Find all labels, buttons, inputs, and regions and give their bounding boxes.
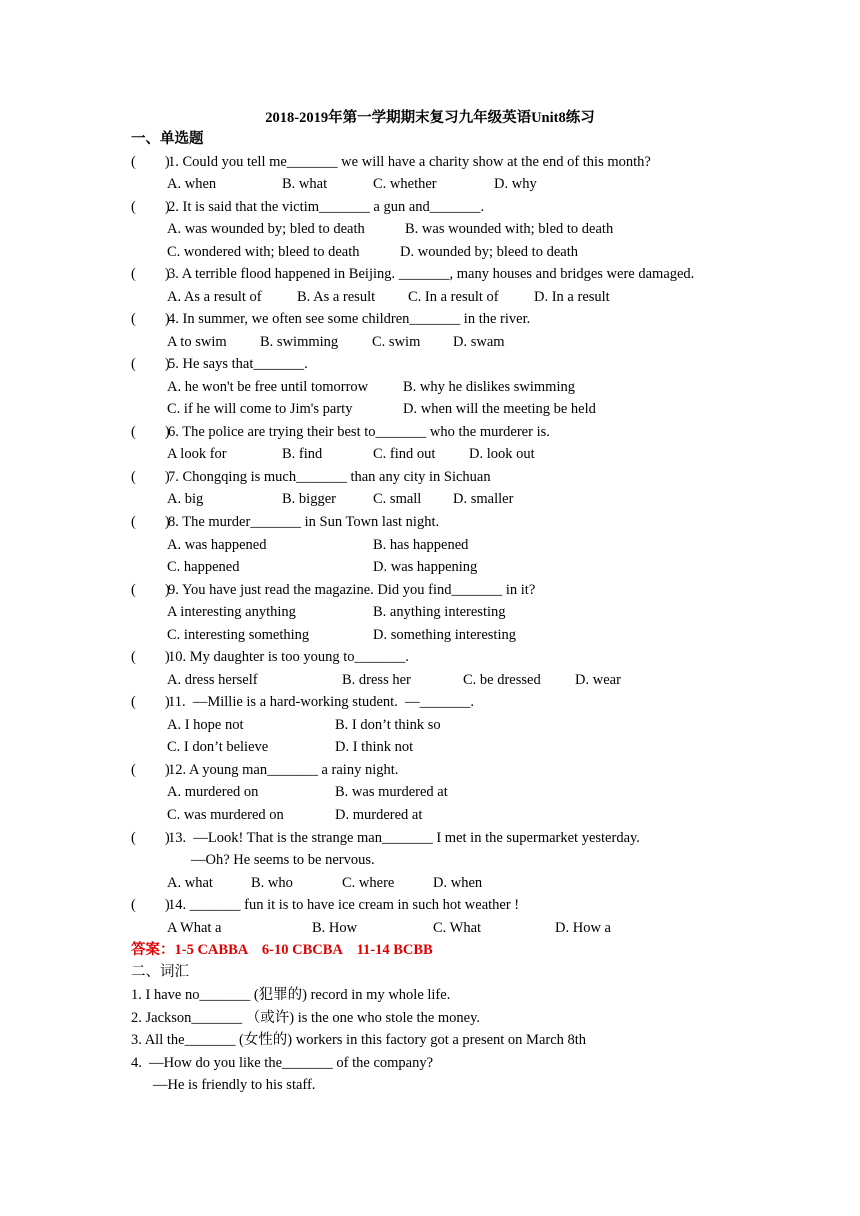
question-stem: 9. You have just read the magazine. Did you find_______ in it? bbox=[168, 582, 536, 598]
answer-blank: ( ) bbox=[131, 830, 170, 846]
option: C. if he will come to Jim's party bbox=[167, 401, 353, 417]
option: D. look out bbox=[469, 446, 535, 462]
option: C. whether bbox=[373, 176, 437, 192]
vocab-item-4-reply: —He is friendly to his staff. bbox=[153, 1077, 316, 1093]
question-stem: 6. The police are trying their best to_______ who the murderer is. bbox=[168, 424, 550, 440]
option: D. when will the meeting be held bbox=[403, 401, 596, 417]
option: B. swimming bbox=[260, 334, 339, 350]
option: C. interesting something bbox=[167, 627, 310, 643]
answer-blank: ( ) bbox=[131, 356, 170, 372]
section-heading-vocabulary: 二、词汇 bbox=[131, 964, 189, 980]
option: A look for bbox=[167, 446, 227, 462]
option: C. swim bbox=[372, 334, 421, 350]
vocab-item-3: 3. All the_______ (女性的) workers in this factory got a present on March 8th bbox=[131, 1032, 587, 1048]
question-8 bbox=[131, 513, 439, 531]
option: C. In a result of bbox=[408, 289, 499, 305]
question-9 bbox=[131, 581, 535, 599]
question-stem: 1. Could you tell me_______ we will have a charity show at the end of this month? bbox=[168, 154, 651, 170]
option: C. was murdered on bbox=[167, 807, 284, 823]
option: A. what bbox=[167, 875, 213, 891]
option: A interesting anything bbox=[167, 604, 296, 620]
question-stem: 14. _______ fun it is to have ice cream in such hot weather ! bbox=[168, 897, 520, 913]
option: C. where bbox=[342, 875, 395, 891]
question-13-reply: —Oh? He seems to be nervous. bbox=[191, 852, 375, 868]
option: D. smaller bbox=[453, 491, 514, 507]
question-1 bbox=[131, 153, 651, 171]
option: D. something interesting bbox=[373, 627, 516, 643]
question-stem: 13. —Look! That is the strange man_______ I met in the supermarket yesterday. bbox=[168, 830, 640, 846]
question-13 bbox=[131, 829, 640, 847]
option: C. be dressed bbox=[463, 672, 541, 688]
option: A to swim bbox=[167, 334, 227, 350]
option: A. was happened bbox=[167, 537, 267, 553]
question-11 bbox=[131, 693, 474, 711]
question-stem: 10. My daughter is too young to_______. bbox=[168, 649, 409, 665]
option: A. I hope not bbox=[167, 717, 244, 733]
option: D. I think not bbox=[335, 739, 414, 755]
question-6 bbox=[131, 423, 550, 441]
question-10 bbox=[131, 648, 409, 666]
option: B. How bbox=[312, 920, 358, 936]
option: A What a bbox=[167, 920, 222, 936]
option: B. As a result bbox=[297, 289, 376, 305]
option: D. was happening bbox=[373, 559, 478, 575]
question-12 bbox=[131, 761, 398, 779]
answer-key: 答案：1-5 CABBA 6-10 CBCBA 11-14 BCBB bbox=[131, 942, 433, 958]
answer-blank: ( ) bbox=[131, 582, 170, 598]
option: B. bigger bbox=[282, 491, 336, 507]
option: D. In a result bbox=[534, 289, 610, 305]
option: D. wear bbox=[575, 672, 621, 688]
option: D. murdered at bbox=[335, 807, 423, 823]
question-stem: 8. The murder_______ in Sun Town last night. bbox=[168, 514, 440, 530]
answer-blank: ( ) bbox=[131, 154, 170, 170]
option: A. when bbox=[167, 176, 217, 192]
question-stem: 4. In summer, we often see some children_______ in the river. bbox=[168, 311, 531, 327]
option: C. What bbox=[433, 920, 482, 936]
option: D. How a bbox=[555, 920, 611, 936]
vocab-item-2: 2. Jackson_______ （或许) is the one who stole the money. bbox=[131, 1010, 481, 1026]
option: D. when bbox=[433, 875, 483, 891]
question-stem: 3. A terrible flood happened in Beijing. _______, many houses and bridges were damaged. bbox=[168, 266, 695, 282]
answer-blank: ( ) bbox=[131, 311, 170, 327]
question-stem: 11. —Millie is a hard-working student. —_______. bbox=[168, 694, 474, 710]
option: B. what bbox=[282, 176, 328, 192]
question-stem: 12. A young man_______ a rainy night. bbox=[168, 762, 399, 778]
question-stem: 7. Chongqing is much_______ than any city in Sichuan bbox=[168, 469, 491, 485]
option: A. As a result of bbox=[167, 289, 262, 305]
option: C. I don’t believe bbox=[167, 739, 269, 755]
option: C. find out bbox=[373, 446, 436, 462]
question-2 bbox=[131, 198, 484, 216]
question-stem: 2. It is said that the victim_______ a gun and_______. bbox=[168, 199, 485, 215]
answer-blank: ( ) bbox=[131, 897, 170, 913]
option: B. was wounded with; bled to death bbox=[405, 221, 614, 237]
answer-blank: ( ) bbox=[131, 649, 170, 665]
vocab-item-1: 1. I have no_______ (犯罪的) record in my whole life. bbox=[131, 987, 451, 1003]
question-14 bbox=[131, 896, 519, 914]
option: B. who bbox=[251, 875, 293, 891]
answer-blank: ( ) bbox=[131, 199, 170, 215]
option: B. find bbox=[282, 446, 323, 462]
question-3 bbox=[131, 265, 694, 283]
option: A. was wounded by; bled to death bbox=[167, 221, 365, 237]
question-stem: 5. He says that_______. bbox=[168, 356, 308, 372]
question-7 bbox=[131, 468, 491, 486]
option: B. was murdered at bbox=[335, 784, 448, 800]
option: B. dress her bbox=[342, 672, 411, 688]
option: D. wounded by; bleed to death bbox=[400, 244, 578, 260]
option: A. big bbox=[167, 491, 204, 507]
answer-blank: ( ) bbox=[131, 514, 170, 530]
answer-blank: ( ) bbox=[131, 762, 170, 778]
option: B. anything interesting bbox=[373, 604, 506, 620]
option: A. dress herself bbox=[167, 672, 258, 688]
option: B. has happened bbox=[373, 537, 469, 553]
answer-blank: ( ) bbox=[131, 694, 170, 710]
option: C. small bbox=[373, 491, 422, 507]
answer-blank: ( ) bbox=[131, 266, 170, 282]
option: A. he won't be free until tomorrow bbox=[167, 379, 369, 395]
page-title: 2018-2019年第一学期期末复习九年级英语Unit8练习 bbox=[265, 110, 595, 126]
option: A. murdered on bbox=[167, 784, 259, 800]
vocab-item-4: 4. —How do you like the_______ of the company? bbox=[131, 1055, 434, 1071]
question-5 bbox=[131, 355, 308, 373]
option: D. why bbox=[494, 176, 537, 192]
answer-blank: ( ) bbox=[131, 469, 170, 485]
option: B. I don’t think so bbox=[335, 717, 441, 733]
section-heading-choice: 一、单选题 bbox=[131, 131, 204, 147]
option: C. wondered with; bleed to death bbox=[167, 244, 360, 260]
option: B. why he dislikes swimming bbox=[403, 379, 575, 395]
question-4 bbox=[131, 310, 530, 328]
option: C. happened bbox=[167, 559, 240, 575]
answer-blank: ( ) bbox=[131, 424, 170, 440]
option: D. swam bbox=[453, 334, 505, 350]
